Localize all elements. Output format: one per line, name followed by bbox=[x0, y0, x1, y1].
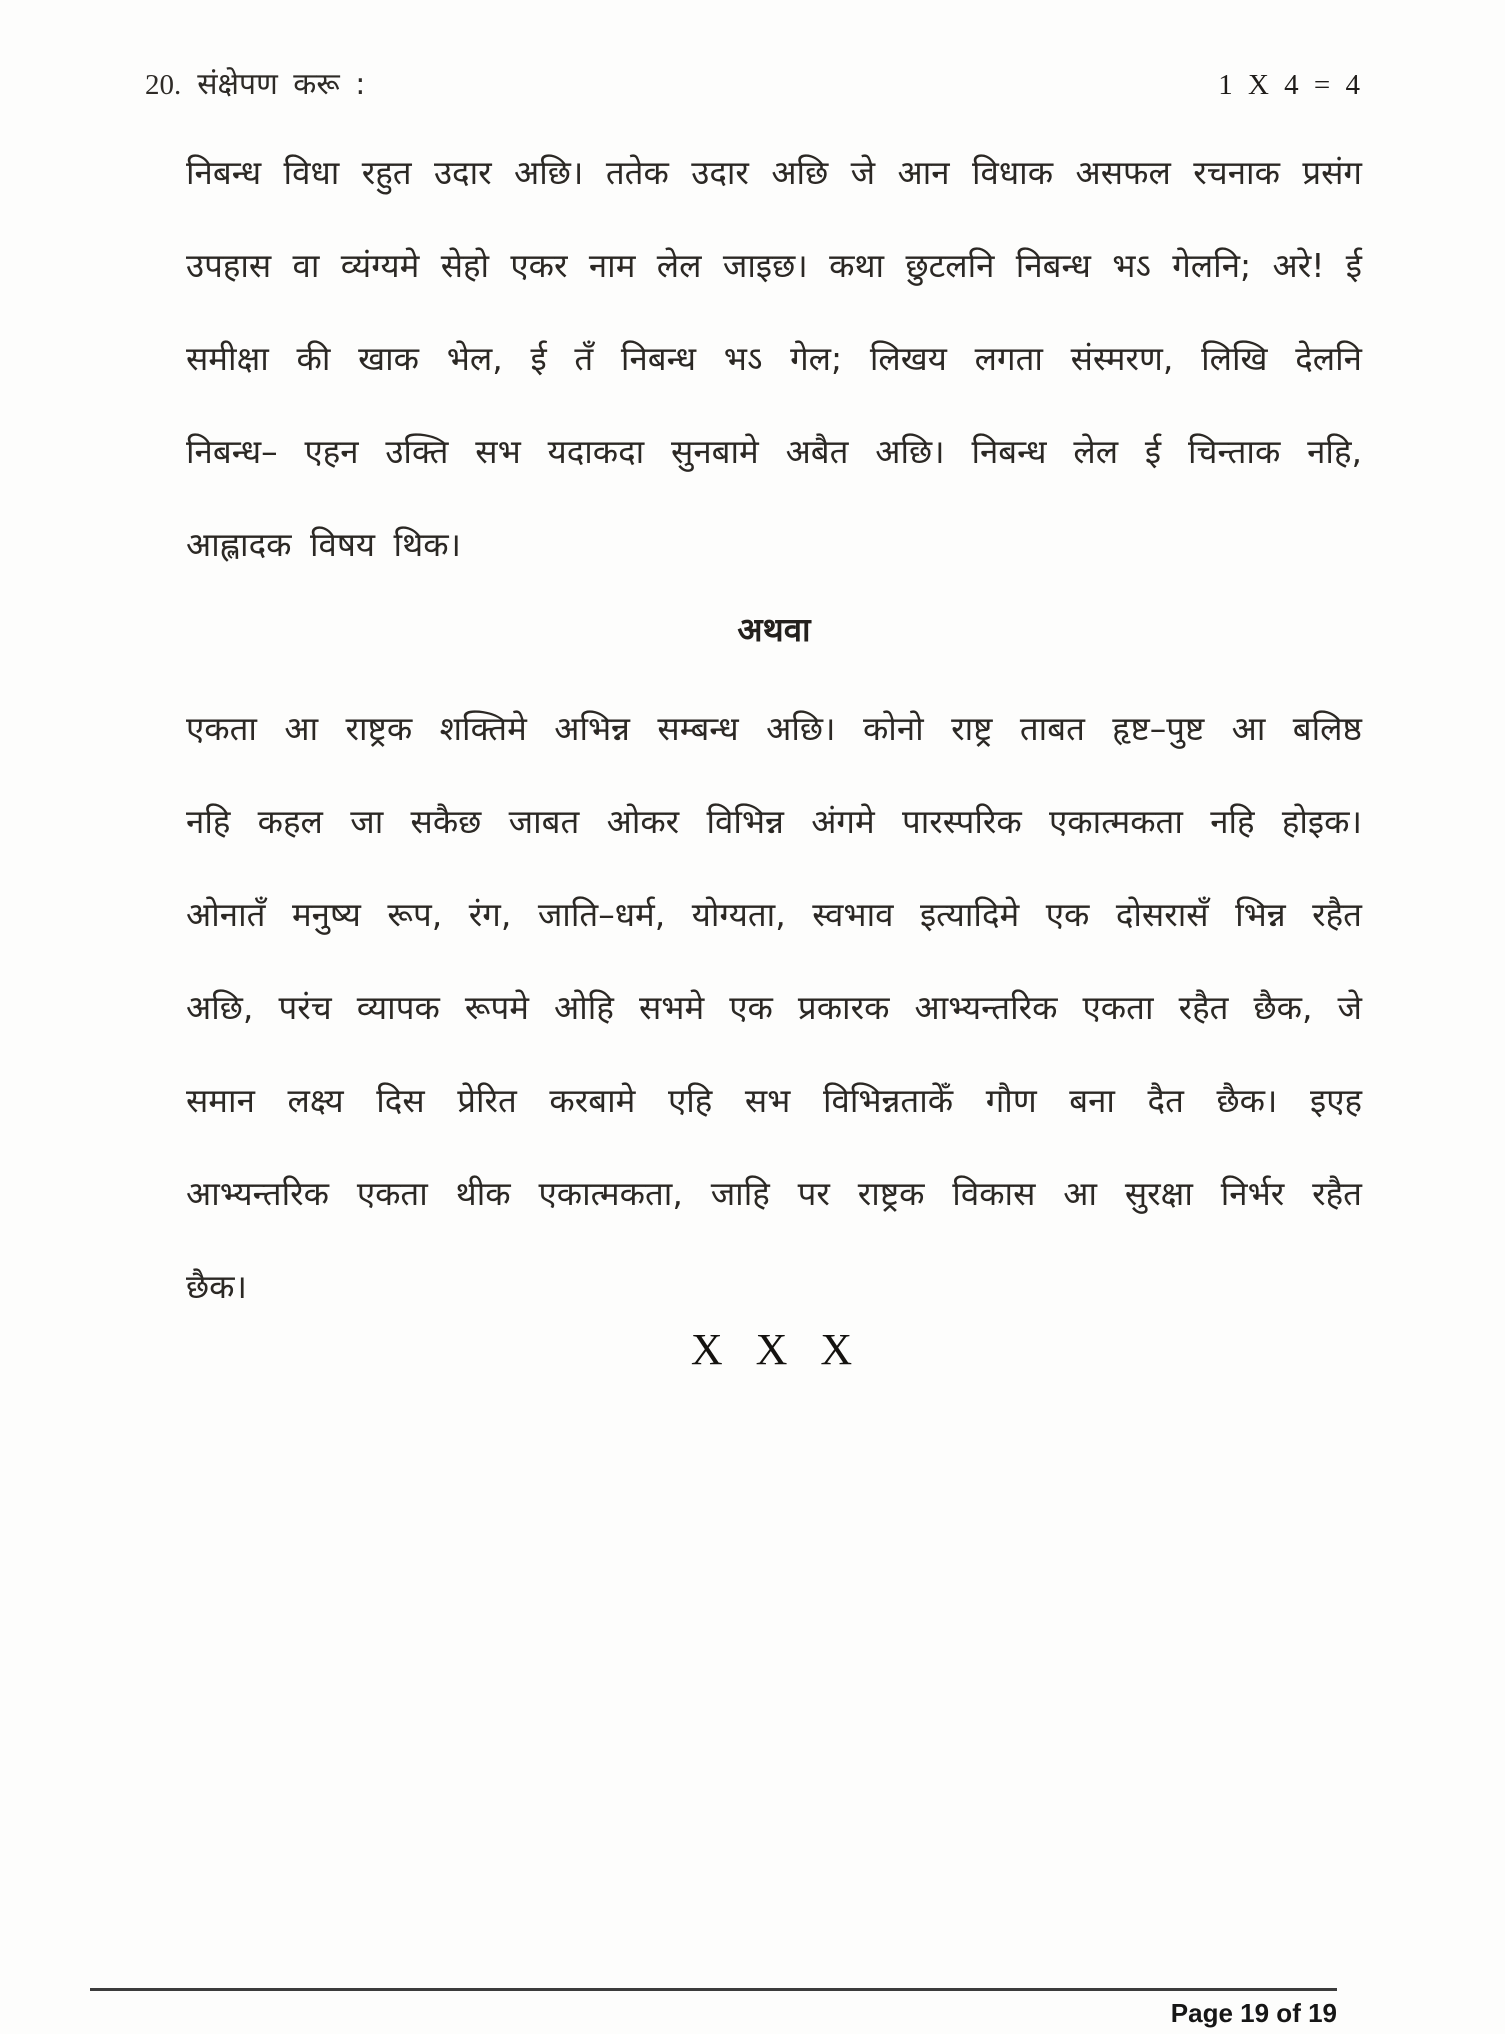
question-header bbox=[145, 64, 1362, 106]
passage-one-line-2: उपहास वा व्यंग्यमे सेहो एकर नाम लेल जाइछ। कथा छुटलनि निबन्ध भऽ गेलनि; अरे! ई bbox=[186, 246, 1362, 285]
passage-two-line-5: समान लक्ष्य दिस प्रेरित करबामे एहि सभ विभिन्नताकेँ गौण बना दैत छैक। इएह bbox=[186, 1081, 1362, 1120]
end-of-paper-marker: X X X bbox=[690, 1325, 858, 1374]
passage-one-line-5: आह्लादक विषय थिक। bbox=[186, 525, 462, 564]
passage-one bbox=[186, 126, 1362, 591]
passage-two-line-2: नहि कहल जा सकैछ जाबत ओकर विभिन्न अंगमे पारस्परिक एकात्मकता नहि होइक। bbox=[186, 802, 1362, 841]
passage-two-line-4: अछि, परंच व्यापक रूपमे ओहि सभमे एक प्रकारक आभ्यन्तरिक एकता रहैत छैक, जे bbox=[186, 988, 1362, 1027]
passage-two bbox=[186, 682, 1362, 1333]
question-number: 20. bbox=[145, 69, 182, 101]
or-divider-label: अथवा bbox=[737, 610, 811, 649]
footer-divider-line bbox=[90, 1988, 1337, 1991]
passage-one-line-3: समीक्षा की खाक भेल, ई तँ निबन्ध भऽ गेल; लिखय लगता संस्मरण, लिखि देलनि bbox=[186, 339, 1362, 378]
passage-one-line-1: निबन्ध विधा रहुत उदार अछि। ततेक उदार अछि जे आन विधाक असफल रचनाक प्रसंग bbox=[186, 153, 1362, 192]
passage-two-line-1: एकता आ राष्ट्रक शक्तिमे अभिन्न सम्बन्ध अछि। कोनो राष्ट्र ताबत हृष्ट–पुष्ट आ बलिष्ठ bbox=[186, 709, 1362, 748]
question-prompt: संक्षेपण करू : bbox=[197, 67, 366, 102]
passage-one-line-4: निबन्ध– एहन उक्ति सभ यदाकदा सुनबामे अबैत अछि। निबन्ध लेल ई चिन्ताक नहि, bbox=[186, 432, 1362, 471]
passage-two-line-7: छैक। bbox=[186, 1267, 247, 1306]
passage-two-line-6: आभ्यन्तरिक एकता थीक एकात्मकता, जाहि पर राष्ट्रक विकास आ सुरक्षा निर्भर रहैत bbox=[186, 1174, 1362, 1213]
passage-two-line-3: ओनातँ मनुष्य रूप, रंग, जाति–धर्म, योग्यता, स्वभाव इत्यादिमे एक दोसरासँ भिन्न रहैत bbox=[186, 895, 1362, 934]
question-marks: 1 X 4 = 4 bbox=[1218, 69, 1362, 101]
footer-page-number: Page 19 of 19 bbox=[1170, 1998, 1337, 2028]
